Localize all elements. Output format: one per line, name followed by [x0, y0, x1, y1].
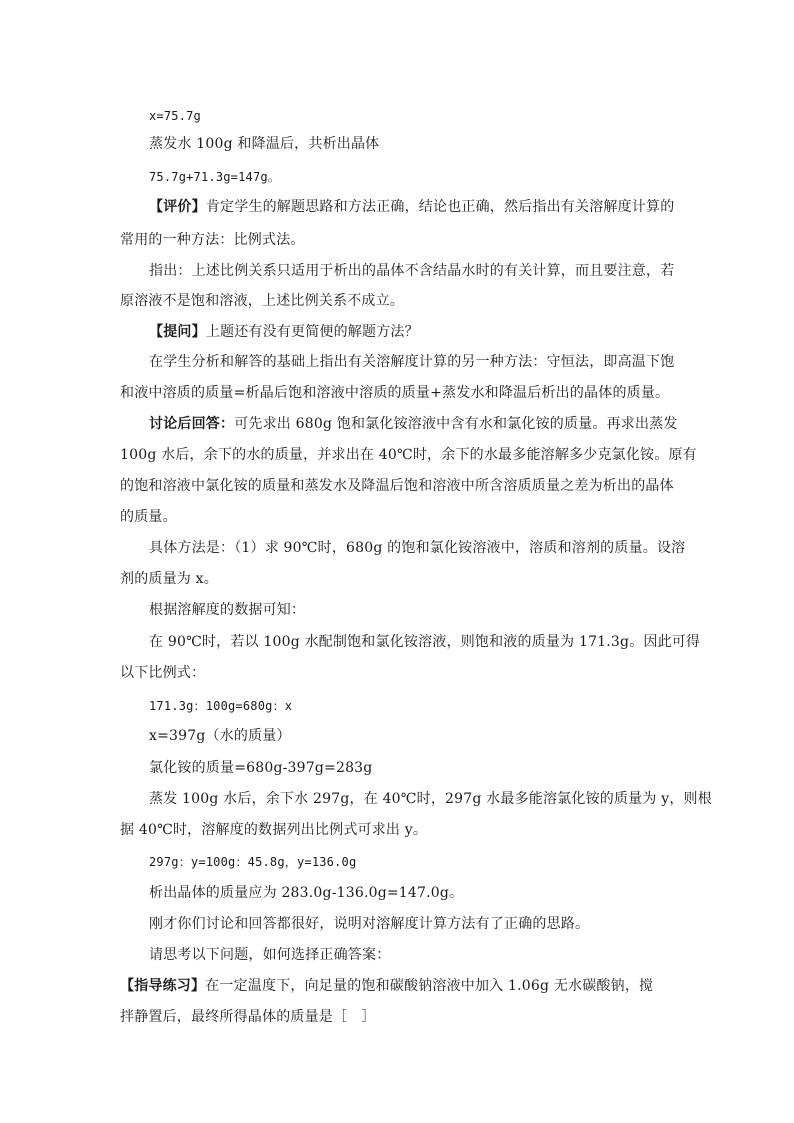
equation-ammonium-chloride-mass: 氯化铵的质量=680g-397g=283g	[149, 760, 373, 776]
text-line: 刚才你们讨论和回答都很好，说明对溶解度计算方法有了正确的思路。	[149, 916, 590, 932]
equation-ratio: 171.3g：100g=680g：x	[149, 699, 293, 713]
text-span: 肯定学生的解题思路和方法正确，结论也正确，然后指出有关溶解度计算的	[205, 199, 675, 215]
paragraph-discussion-answer	[149, 415, 678, 433]
text-line: 蒸发水 100g 和降温后，共析出晶体	[149, 136, 380, 152]
equation-water-mass: x=397g（水的质量）	[149, 728, 291, 744]
text-line: 在 90℃时，若以 100g 水配制饱和氯化铵溶液，则饱和液的质量为 171.3g。因此可得	[149, 634, 701, 650]
label-guided-practice: 【指导练习】	[120, 978, 206, 994]
text-span: 可先求出 680g 饱和氯化铵溶液中含有水和氯化铵的质量。再求出蒸发	[234, 416, 678, 432]
text-span: 在一定温度下，向足量的饱和碳酸钠溶液中加入 1.06g 无水碳酸钠，搅	[205, 978, 654, 994]
label-discussion-answer: 讨论后回答：	[149, 416, 235, 432]
text-line: 根据溶解度的数据可知：	[149, 602, 306, 618]
equation-sum-147: 75.7g+71.3g=147g。	[149, 170, 280, 184]
text-line: 常用的一种方法：比例式法。	[120, 232, 305, 248]
text-line: 原溶液不是饱和溶液，上述比例关系不成立。	[120, 293, 404, 309]
text-line: 请思考以下问题，如何选择正确答案：	[149, 947, 391, 963]
label-question: 【提问】	[149, 324, 206, 340]
text-line: 剂的质量为 x。	[120, 571, 218, 587]
text-line: 蒸发 100g 水后，余下水 297g，在 40℃时，297g 水最多能溶氯化铵的质量为 y，则根	[149, 791, 712, 807]
text-line: 指出：上述比例关系只适用于析出的晶体不含结晶水时的有关计算，而且要注意，若	[149, 263, 675, 279]
paragraph-guided-practice	[120, 977, 653, 995]
text-line: 和液中溶质的质量=析晶后饱和溶液中溶质的质量+蒸发水和降温后析出的晶体的质量。	[120, 385, 670, 401]
text-line: 据 40℃时，溶解度的数据列出比例式可求出 y。	[120, 822, 428, 838]
text-line: 的质量。	[120, 509, 177, 525]
text-span: 上题还有没有更简便的解题方法？	[205, 324, 419, 340]
paragraph-question	[149, 323, 419, 341]
equation-x-75-7: x=75.7g	[149, 109, 201, 123]
text-line: 以下比例式：	[120, 665, 206, 681]
text-line: 100g 水后，余下的水的质量，并求出在 40℃时，余下的水最多能溶解多少克氯化铵。原有	[120, 447, 697, 463]
paragraph-evaluation	[149, 198, 674, 216]
text-line: 在学生分析和解答的基础上指出有关溶解度计算的另一种方法：守恒法，即高温下饱	[149, 354, 675, 370]
text-line: 析出晶体的质量应为 283.0g-136.0g=147.0g。	[149, 885, 464, 901]
text-line: 的饱和溶液中氯化铵的质量和蒸发水及降温后饱和溶液中所含溶质质量之差为析出的晶体	[120, 478, 674, 494]
text-line: 拌静置后，最终所得晶体的质量是［ ］	[120, 1009, 376, 1025]
equation-y: 297g：y=100g：45.8g，y=136.0g	[149, 855, 357, 869]
label-evaluation: 【评价】	[149, 199, 206, 215]
text-line: 具体方法是：（1）求 90℃时，680g 的饱和氯化铵溶液中，溶质和溶剂的质量。设溶	[149, 540, 686, 556]
